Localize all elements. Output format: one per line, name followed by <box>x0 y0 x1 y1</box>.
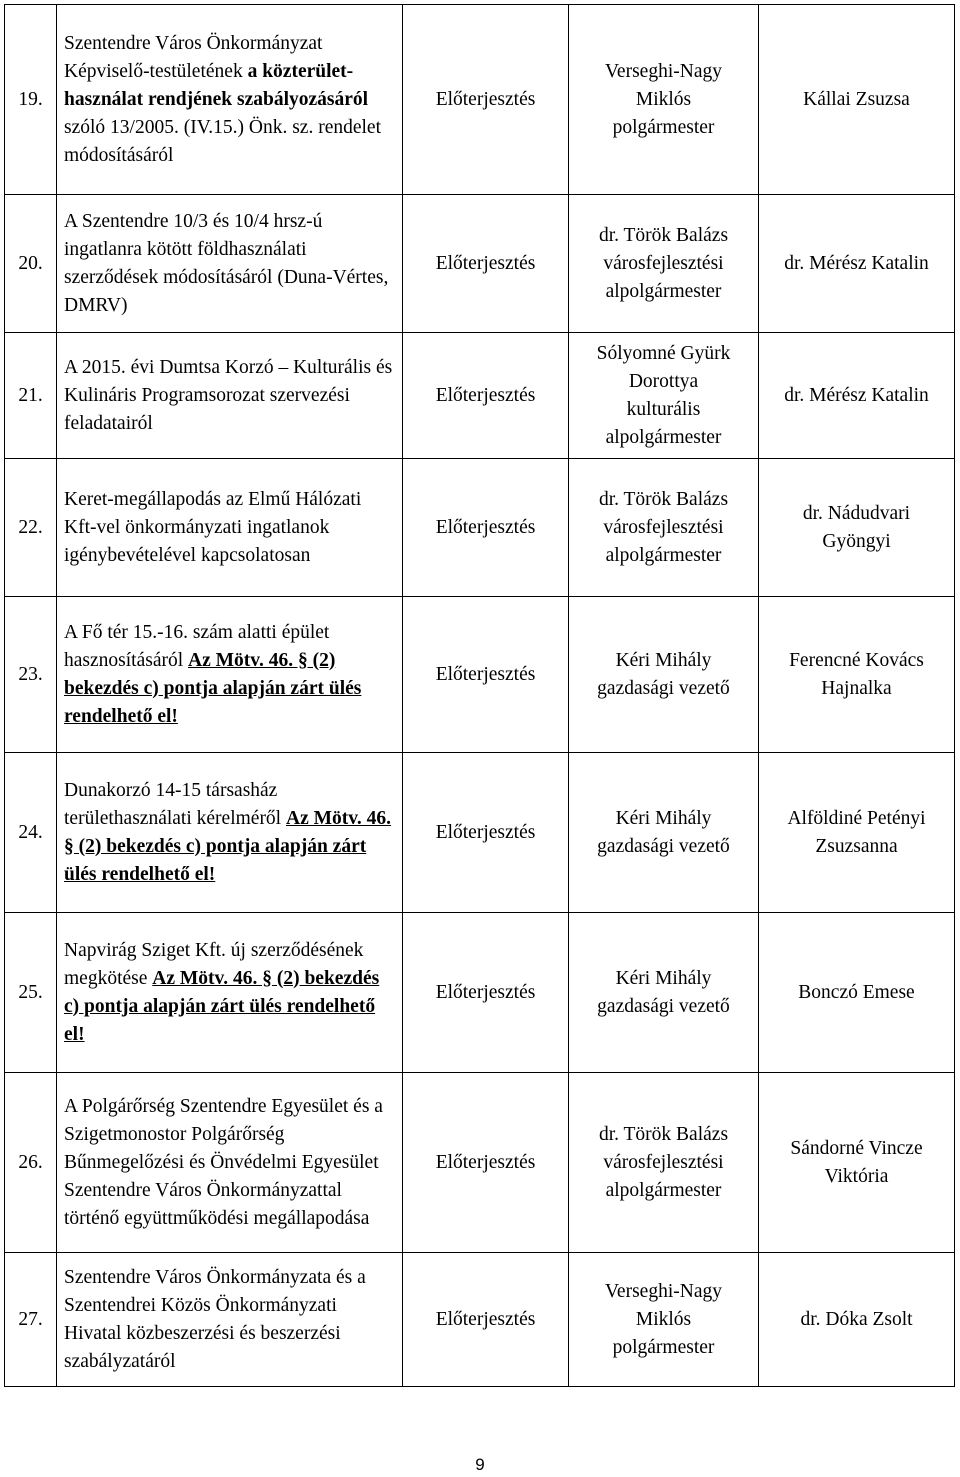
presenter-line: Sólyomné Gyürk <box>596 342 731 364</box>
item-responsible <box>759 913 955 1073</box>
responsible-line: Kállai Zsuzsa <box>803 88 910 110</box>
presenter-line: városfejlesztési <box>603 1151 724 1173</box>
title-text: Szentendre Város Önkormányzata és a Szentendrei Közös Önkormányzati Hivatal közbeszerzési és beszerzési szabályzatáról <box>64 1266 366 1372</box>
title-text: Szentendre Város Önkormányzat Képviselő-testületének <box>64 32 323 82</box>
item-presenter <box>569 597 759 753</box>
title-text: A Fő tér 15.-16. szám alatti épület hasznosításáról <box>64 621 330 671</box>
item-presenter <box>569 913 759 1073</box>
agenda-table <box>4 4 955 1387</box>
title-text: A Polgárőrség Szentendre Egyesület és a Szigetmonostor Polgárőrség Bűnmegelőzési és Önvédelmi Egyesület Szentendre Város Önkormányzattal történő együttműködési megállapodása <box>64 1095 383 1229</box>
item-presenter <box>569 333 759 459</box>
presenter-line: Kéri Mihály <box>615 649 712 671</box>
item-title <box>57 1073 403 1253</box>
title-text: szóló 13/2005. (IV.15.) Önk. sz. rendelet módosításáról <box>64 116 381 166</box>
item-responsible <box>759 5 955 195</box>
item-presenter <box>569 5 759 195</box>
presenter-line: dr. Török Balázs <box>598 488 729 510</box>
item-type: Előterjesztés <box>403 5 569 195</box>
item-type: Előterjesztés <box>403 913 569 1073</box>
page-number: 9 <box>475 1455 485 1474</box>
item-title <box>57 333 403 459</box>
agenda-row <box>5 913 955 1073</box>
responsible-line: Gyöngyi <box>822 530 891 552</box>
item-title <box>57 597 403 753</box>
presenter-line: gazdasági vezető <box>597 995 730 1017</box>
responsible-line: dr. Mérész Katalin <box>784 252 929 274</box>
presenter-line: polgármester <box>612 1336 715 1358</box>
item-responsible <box>759 195 955 333</box>
closed-session-note: Az Mötv. 46. § (2) bekezdés c) pontja alapján zárt ülés rendelhető el! <box>64 967 380 1045</box>
presenter-line: polgármester <box>612 116 715 138</box>
responsible-line: Hajnalka <box>821 677 892 699</box>
presenter-line: dr. Török Balázs <box>598 224 729 246</box>
item-number: 21. <box>5 333 57 459</box>
item-type: Előterjesztés <box>403 333 569 459</box>
closed-session-note: Az Mötv. 46. § (2) bekezdés c) pontja alapján zárt ülés rendelhető el! <box>64 649 362 727</box>
agenda-row <box>5 5 955 195</box>
title-text: Dunakorzó 14-15 társasház területhasználati kérelméről <box>64 779 286 829</box>
agenda-row <box>5 459 955 597</box>
item-number: 27. <box>5 1253 57 1387</box>
item-responsible <box>759 1253 955 1387</box>
responsible-line: dr. Dóka Zsolt <box>800 1308 913 1330</box>
agenda-row <box>5 1253 955 1387</box>
item-number: 24. <box>5 753 57 913</box>
agenda-row <box>5 333 955 459</box>
title-text: A Szentendre 10/3 és 10/4 hrsz-ú ingatlanra kötött földhasználati szerződések módosításáról (Duna-Vértes, DMRV) <box>64 210 389 316</box>
item-number: 22. <box>5 459 57 597</box>
item-responsible <box>759 333 955 459</box>
presenter-line: kulturális <box>626 398 701 420</box>
item-number: 25. <box>5 913 57 1073</box>
presenter-line: alpolgármester <box>605 1179 722 1201</box>
presenter-line: Kéri Mihály <box>615 807 712 829</box>
presenter-line: alpolgármester <box>605 544 722 566</box>
presenter-line: városfejlesztési <box>603 516 724 538</box>
presenter-line: gazdasági vezető <box>597 677 730 699</box>
item-type: Előterjesztés <box>403 753 569 913</box>
item-type: Előterjesztés <box>403 459 569 597</box>
item-responsible <box>759 459 955 597</box>
presenter-line: Kéri Mihály <box>615 967 712 989</box>
item-title <box>57 5 403 195</box>
presenter-line: Verseghi-Nagy <box>605 60 722 82</box>
presenter-line: alpolgármester <box>605 280 722 302</box>
item-number: 20. <box>5 195 57 333</box>
agenda-row <box>5 195 955 333</box>
responsible-line: dr. Nádudvari <box>802 502 911 524</box>
agenda-row <box>5 597 955 753</box>
presenter-line: alpolgármester <box>605 426 722 448</box>
presenter-line: Dorottya <box>628 370 699 392</box>
agenda-row <box>5 1073 955 1253</box>
item-title <box>57 195 403 333</box>
item-responsible <box>759 597 955 753</box>
title-text: A 2015. évi Dumtsa Korzó – Kulturális és Kulináris Programsorozat szervezési feladatairól <box>64 356 393 434</box>
title-text: Keret-megállapodás az Elmű Hálózati Kft-vel önkormányzati ingatlanok igénybevételével kapcsolatosan <box>64 488 362 566</box>
item-number: 23. <box>5 597 57 753</box>
item-presenter <box>569 1073 759 1253</box>
item-responsible <box>759 753 955 913</box>
agenda-row <box>5 753 955 913</box>
item-presenter <box>569 753 759 913</box>
item-title <box>57 913 403 1073</box>
item-title <box>57 753 403 913</box>
agenda-body <box>5 5 955 1387</box>
responsible-line: Zsuzsanna <box>815 835 898 857</box>
item-type: Előterjesztés <box>403 195 569 333</box>
responsible-line: Viktória <box>824 1165 889 1187</box>
item-title <box>57 1253 403 1387</box>
presenter-line: Miklós <box>635 1308 692 1330</box>
responsible-line: Bonczó Emese <box>798 981 915 1003</box>
presenter-line: dr. Török Balázs <box>598 1123 729 1145</box>
title-text: a közterület-használat rendjének szabályozásáról <box>64 60 369 110</box>
item-number: 26. <box>5 1073 57 1253</box>
responsible-line: Alföldiné Petényi <box>787 807 926 829</box>
item-responsible <box>759 1073 955 1253</box>
item-presenter <box>569 1253 759 1387</box>
item-type: Előterjesztés <box>403 1073 569 1253</box>
item-type: Előterjesztés <box>403 597 569 753</box>
closed-session-note: Az Mötv. 46. § (2) bekezdés c) pontja alapján zárt ülés rendelhető el! <box>64 807 392 885</box>
item-presenter <box>569 459 759 597</box>
presenter-line: városfejlesztési <box>603 252 724 274</box>
responsible-line: dr. Mérész Katalin <box>784 384 929 406</box>
item-number: 19. <box>5 5 57 195</box>
item-type: Előterjesztés <box>403 1253 569 1387</box>
presenter-line: gazdasági vezető <box>597 835 730 857</box>
item-title <box>57 459 403 597</box>
item-presenter <box>569 195 759 333</box>
presenter-line: Miklós <box>635 88 692 110</box>
title-text: Napvirág Sziget Kft. új szerződésének megkötése <box>64 939 364 989</box>
responsible-line: Ferencné Kovács <box>789 649 924 671</box>
responsible-line: Sándorné Vincze <box>790 1137 923 1159</box>
presenter-line: Verseghi-Nagy <box>605 1280 722 1302</box>
